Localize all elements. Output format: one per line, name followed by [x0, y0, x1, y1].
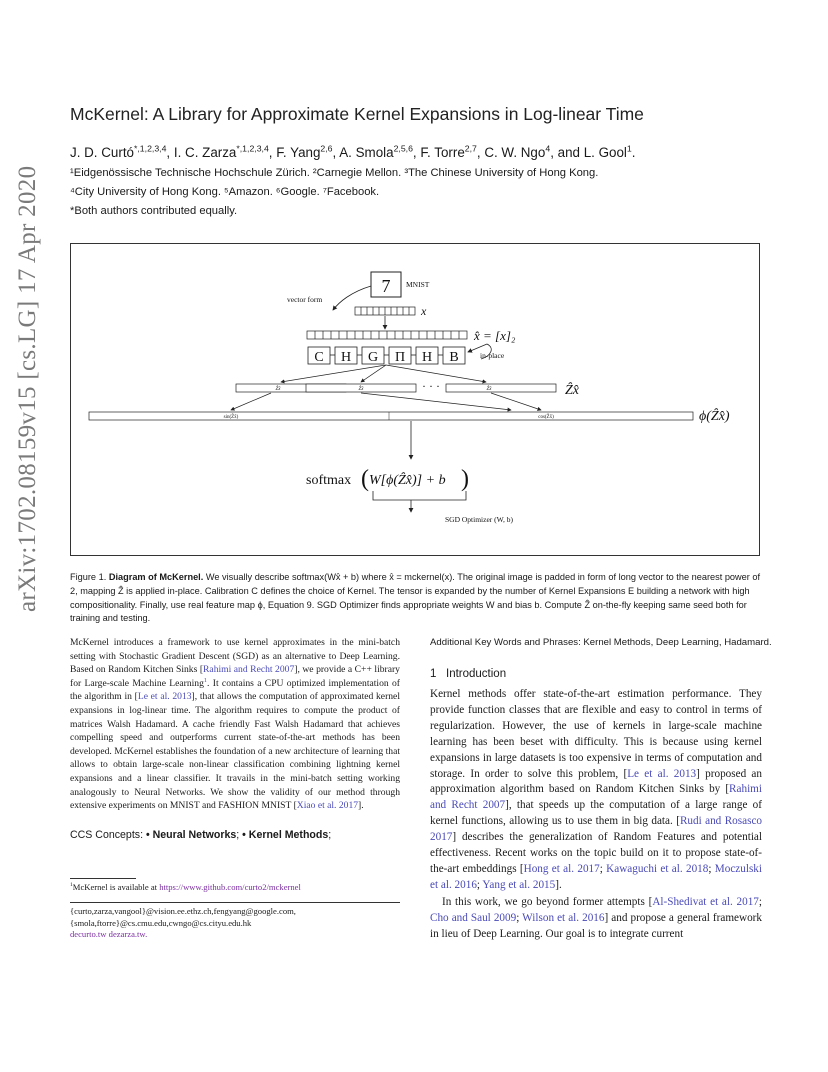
citation-separator: ;: [708, 862, 715, 875]
abstract-text-1: McKernel introduces a framework to use kernel approximates in the mini-batch setting with Stochastic Gradient Descent (SGD) as an alternative to Deep Learning. Based on Random Kitchen Sinks [: [70, 637, 400, 676]
ccs-concepts: [70, 829, 331, 841]
block-h1: H: [340, 350, 352, 365]
citation-link[interactable]: Xiao et al. 2017: [296, 800, 359, 812]
block-h2: H: [421, 350, 433, 365]
ellipsis: · · ·: [422, 379, 440, 393]
citation-separator: ;: [476, 878, 483, 891]
abstract-text-2: ], we provide a C++ library for Large-scale Machine Learning: [70, 664, 400, 689]
github-link[interactable]: https://www.github.com/curto2/mckernel: [159, 882, 301, 892]
section-number: 1: [430, 668, 437, 680]
mckernel-diagram: [71, 244, 759, 555]
zx-block-3: Ẑx̂: [486, 387, 492, 392]
caption-bold: Diagram of McKernel.: [108, 572, 204, 582]
affiliation-line-1: ¹Eidgenössische Technische Hochschule Zürich. ²Carnegie Mellon. ³The Chinese University of Hong Kong.: [70, 167, 599, 179]
email-block: [70, 906, 296, 941]
intro-paragraph-1: [430, 687, 762, 894]
intro-text: Kernel methods offer state-of-the-art estimation performance. They provide function classes that are flexible and easy to control in terms of regularization. However, the use of kernels in large-scale machine learning has been beset with difficulty. This is because using kernel expansions in large datasets is too expensive in terms of computation and storage. In order to solve this problem, [: [430, 688, 762, 780]
email-line-2: {smola,ftorre}@cs.cmu.edu,cwngo@cs.cityu.edu.hk: [70, 917, 252, 928]
zx-block-1: Ẑx̂: [275, 387, 281, 392]
citation-link[interactable]: Rahimi and Recht 2007: [430, 783, 762, 812]
footnote-text: McKernel is available at: [72, 882, 160, 892]
in-place-label: in-place: [480, 351, 505, 360]
citation-link[interactable]: Hong et al. 2017: [523, 862, 600, 875]
ccs-item-kernel-methods: • Kernel Methods: [242, 829, 329, 841]
citation-link[interactable]: Cho and Saul 2009: [430, 911, 517, 924]
ccs-label: CCS Concepts:: [70, 829, 144, 841]
arxiv-stamp: arXiv:1702.08159v15 [cs.LG] 17 Apr 2020: [14, 165, 41, 612]
paper-title: McKernel: A Library for Approximate Kernel Expansions in Log-linear Time: [70, 104, 644, 124]
citation-link[interactable]: Kawaguchi et al. 2018: [606, 862, 709, 875]
block-c: C: [314, 350, 324, 365]
section-heading: [430, 668, 506, 680]
abstract: [70, 636, 400, 813]
intro-text: ] proposed an approximation algorithm based on Random Kitchen Sinks by [: [430, 767, 762, 796]
citation-separator: ;: [758, 896, 762, 908]
block-b: B: [449, 350, 459, 365]
caption-text: We visually describe softmax(Wx̂ + b) where x̂ = mckernel(x). The original image is padded in form of long vector to the nearest power of 2, mapping Ẑ is applied in-place. Calibration C defines the choice of Kernel. The tensor is expanded by the number of Kernel Expansions E building a network with high compositionality. Finally, use real feature map ϕ, Equation 9. SGD Optimizer finds appropriate weights W and bias b. Compute Ẑ on-the-fly keeping same seed both for training and testing.: [70, 572, 761, 624]
affiliation-line-2: ⁴City University of Hong Kong. ⁵Amazon. ⁶Google. ⁷Facebook.: [70, 186, 380, 198]
footnote-marker[interactable]: 1: [203, 676, 208, 684]
zx-block-2: Ẑx̂: [358, 387, 364, 392]
citation-link[interactable]: Rudi and Rosasco 2017: [430, 815, 762, 844]
intro-text: In this work, we go beyond former attempts [: [442, 896, 653, 908]
intro-text: ], that speeds up the computation of a large range of kernel functions, allowing us to use them in big data. [: [430, 799, 763, 828]
phi-label: ϕ(Ẑx̂): [699, 409, 730, 424]
section-title: Introduction: [446, 668, 507, 680]
vector-form-label: vector form: [287, 295, 323, 304]
left-paren: (: [361, 466, 369, 492]
caption-label: Figure 1.: [70, 572, 107, 582]
cos-label: cos(Ẑx̂): [538, 415, 554, 420]
intro-text: ].: [555, 878, 562, 891]
intro-text: ] describes the generalization of Random Features and potential effectiveness. Recent works on the topic build on it to propose state-of-the-art embeddings [: [430, 831, 762, 875]
xhat-label: x̂ = [x]₂: [474, 328, 516, 343]
right-paren: ): [461, 466, 469, 492]
citation-link[interactable]: Yang et al. 2015: [482, 878, 556, 891]
citation-link[interactable]: Wilson et al. 2016: [522, 911, 605, 924]
x-label: x: [421, 304, 427, 318]
citation-link[interactable]: Le et al. 2013: [627, 767, 697, 780]
author-list: J. D. Curtó$^{*,1,2,3,4}$, I. C. Zarza$^{*,1,2,3,4}$, F. Yang$^{2,6}$, A. Smola$^{2,5,6}$, F. Torre$^{2,7}$, C. W. Ngo$^4$, and L. Gool$^1$.: [70, 143, 636, 160]
block-pi: Π: [394, 350, 406, 365]
sgd-label: SGD Optimizer (W, b): [445, 515, 514, 524]
ccs-separator: ;: [236, 829, 240, 841]
citation-link[interactable]: Le et al. 2013: [137, 691, 192, 703]
figure-caption: [70, 571, 762, 626]
citation-link[interactable]: Rahimi and Recht 2007: [203, 664, 295, 676]
intro-paragraph-2: [430, 895, 762, 943]
email-line-1: {curto,zarza,vangool}@vision.ee.ethz.ch,fengyang@google.com,: [70, 906, 296, 916]
abstract-text-3: . It contains a CPU optimized implementation of the algorithm in [: [70, 677, 400, 703]
email-rule: [70, 902, 400, 903]
sin-label: sin(Ẑx̂): [223, 415, 239, 420]
keywords: Additional Key Words and Phrases: Kernel Methods, Deep Learning, Hadamard.: [430, 637, 772, 648]
abstract-text-4: ], that allows the computation of approximated kernel expansions in log-linear time. The algorithm requires to compute the product of matrices Walsh Hadamard. A cache friendly Fast Walsh Hadamard that achieves compelling speed and outperforms current state-of-the-art methods has been developed. McKernel establishes the foundation of a new architecture of learning that allows to obtain large-scale non-linear classification combining lightning kernel expansions and a linear classifier. It travails in the mini-batch setting working analogously to Neural Networks. We show the validity of our method through extensive experiments on MNIST and FASHION MNIST [: [70, 691, 400, 812]
figure-1-box: [70, 243, 760, 556]
footnote-rule: [70, 878, 136, 879]
zx-label: Ẑx̂: [565, 383, 579, 398]
block-g: G: [367, 350, 379, 365]
softmax-expression: W[ϕ(Ẑx̂)] + b: [369, 473, 446, 488]
mnist-label: MNIST: [406, 280, 430, 289]
citation-link[interactable]: Moczulski et al. 2016: [430, 862, 763, 891]
abstract-text-5: ].: [358, 800, 364, 812]
footnote: $^1$McKernel is available at https://www.github.com/curto2/mckernel: [70, 882, 301, 892]
softmax-label: softmax: [306, 473, 352, 488]
citation-link[interactable]: Al-Shedivat et al. 2017: [652, 896, 759, 908]
citation-separator: ;: [599, 862, 607, 875]
mnist-digit: 7: [381, 276, 391, 296]
ccs-item-neural-networks: • Neural Networks: [145, 829, 237, 841]
ccs-end: ;: [328, 829, 332, 841]
intro-text: ] and propose a general framework in lieu of Deep Learning. Our goal is to integrate current: [430, 911, 762, 940]
email-line-3[interactable]: decurto.tw dezarza.tw.: [70, 929, 148, 939]
citation-separator: ;: [516, 911, 523, 924]
equal-contribution-note: *Both authors contributed equally.: [70, 205, 238, 217]
